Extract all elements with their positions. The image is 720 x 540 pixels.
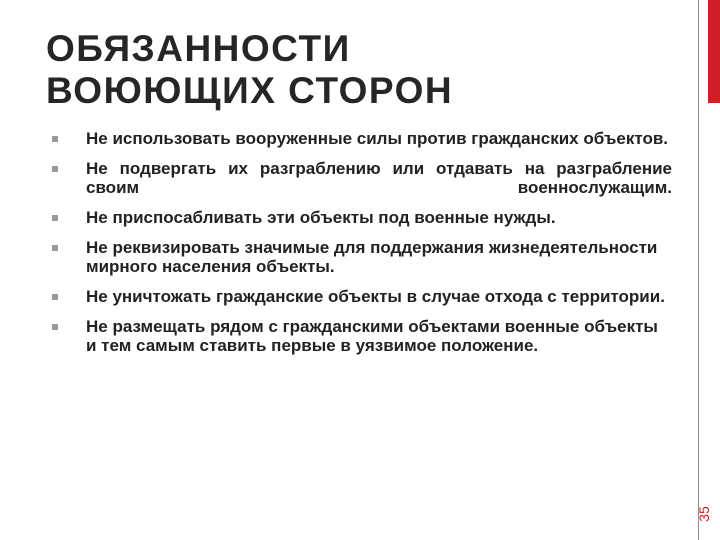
right-divider: [698, 0, 699, 540]
bullet-text: Не приспосабливать эти объекты под военные нужды.: [86, 208, 556, 227]
list-item: [52, 238, 692, 276]
list-item: [52, 208, 692, 227]
list-item: [52, 129, 692, 148]
square-bullet-icon: [52, 215, 58, 221]
square-bullet-icon: [52, 294, 58, 300]
page-number: 35: [696, 506, 712, 522]
bullet-list: [52, 129, 692, 366]
square-bullet-icon: [52, 166, 58, 172]
list-item: [52, 159, 692, 197]
square-bullet-icon: [52, 245, 58, 251]
list-item: [52, 317, 692, 355]
square-bullet-icon: [52, 324, 58, 330]
bullet-text: Не использовать вооруженные силы против гражданских объектов.: [86, 129, 669, 148]
square-bullet-icon: [52, 136, 58, 142]
bullet-text: Не размещать рядом с гражданскими объектами военные объекты и тем самым ставить первые в уязвимое положение.: [86, 317, 658, 355]
accent-bar: [708, 0, 720, 103]
title-line-1: ОБЯЗАННОСТИ: [46, 28, 351, 69]
bullet-text: Не подвергать их разграблению или отдавать на разграбление своим военнослужащим.: [86, 159, 672, 197]
bullet-text: Не уничтожать гражданские объекты в случае отхода с территории.: [86, 287, 665, 306]
bullet-text: Не реквизировать значимые для поддержания жизнедеятельности мирного населения объекты.: [86, 238, 658, 276]
page-title: [46, 28, 666, 112]
title-line-2: ВОЮЮЩИХ СТОРОН: [46, 70, 454, 111]
list-item: [52, 287, 692, 306]
